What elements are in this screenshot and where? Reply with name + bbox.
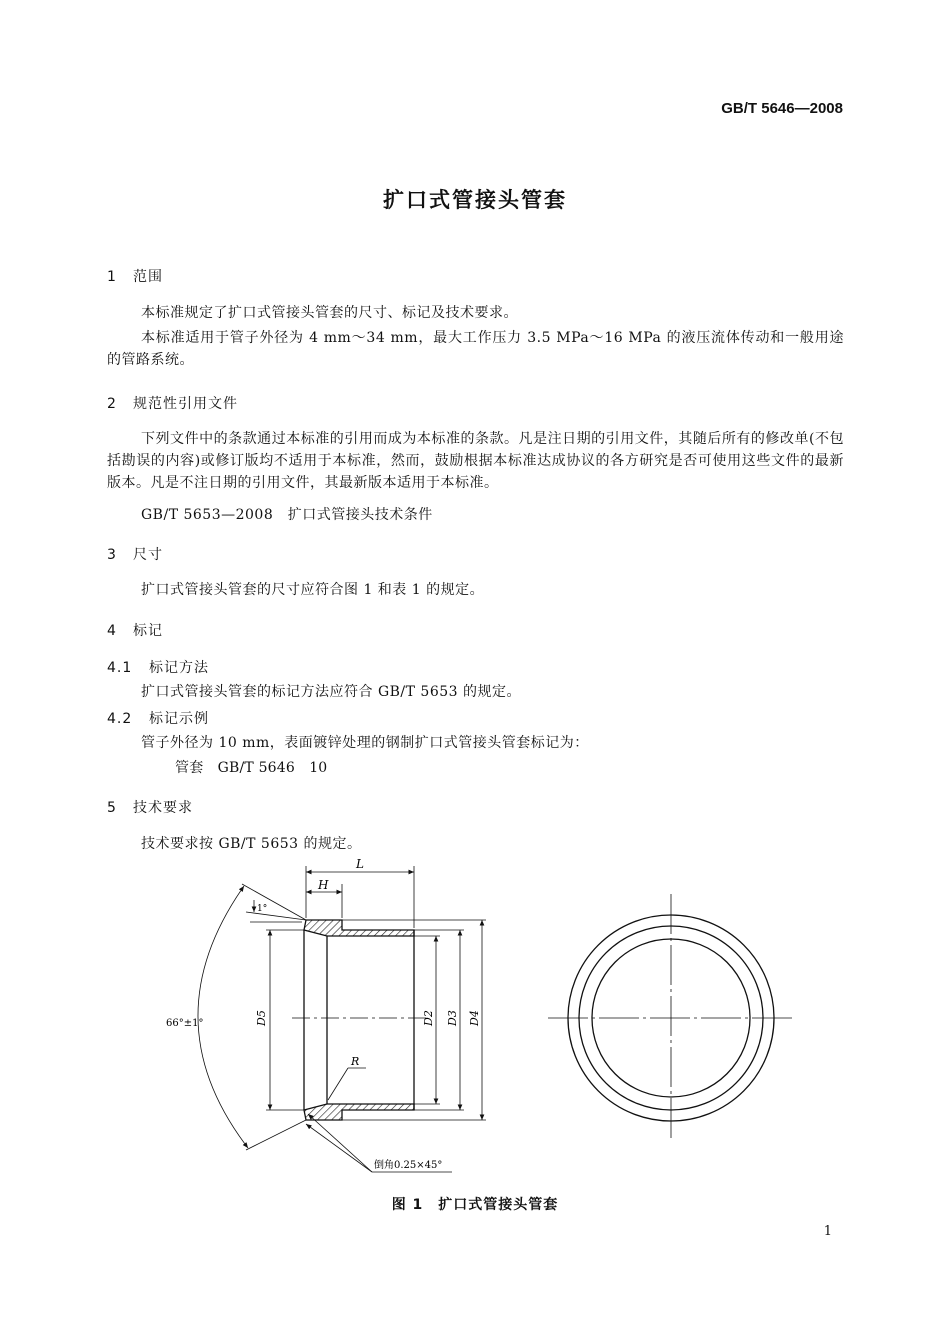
label-angle-small: 1° <box>257 904 268 914</box>
normative-reference: GB/T 5653—2008 扩口式管接头技术条件 <box>141 507 433 523</box>
label-H: H <box>318 878 329 892</box>
section-title: 范围 <box>133 269 163 285</box>
side-view-section <box>304 920 414 1120</box>
section-1-paragraph-1: 本标准规定了扩口式管接头管套的尺寸、标记及技术要求。 <box>141 305 518 321</box>
section-5-paragraph-1: 技术要求按 GB/T 5653 的规定。 <box>141 836 362 852</box>
section-4-2-paragraph: 管子外径为 10 mm，表面镀锌处理的钢制扩口式管接头管套标记为： <box>141 735 589 751</box>
section-title: 标记 <box>133 623 163 639</box>
section-number: 4 <box>107 623 117 639</box>
section-4-1-heading <box>107 657 209 677</box>
angle-arc <box>198 886 248 1148</box>
section-title: 尺寸 <box>133 547 163 563</box>
label-chamfer: 倒角0.25×45° <box>374 1160 443 1171</box>
page-title: 扩口式管接头管套 <box>383 188 567 212</box>
label-angle-big: 66°±1° <box>166 1018 204 1029</box>
section-2-paragraph-1: 下列文件中的条款通过本标准的引用而成为本标准的条款。凡是注日期的引用文件，其随后所有的修改单(不包括勘误的内容)或修订版均不适用于本标准，然而，鼓励根据本标准达成协议的各方研究是否可使用这些文件的最新版本。凡是不注日期的引用文件，其最新版本适用于本标准。 <box>107 431 844 491</box>
section-number: 4.2 <box>107 711 133 727</box>
section-3-heading <box>107 544 163 564</box>
label-D2: D2 <box>422 1010 435 1026</box>
section-number: 1 <box>107 269 117 285</box>
top-wall-section <box>304 920 414 936</box>
section-number: 2 <box>107 396 117 412</box>
standard-number: GB/T 5646—2008 <box>721 100 843 117</box>
page-number: 1 <box>823 1224 832 1239</box>
section-title: 规范性引用文件 <box>133 396 238 412</box>
section-1-paragraph-2: 本标准适用于管子外径为 4 mm～34 mm，最大工作压力 3.5 MPa～16 MPa 的液压流体传动和一般用途的管路系统。 <box>107 330 844 368</box>
bottom-wall-section <box>304 1104 414 1120</box>
label-D3: D3 <box>446 1010 459 1026</box>
section-4-heading <box>107 620 163 640</box>
label-R: R <box>351 1055 360 1068</box>
section-title: 技术要求 <box>133 800 193 816</box>
section-5-heading <box>107 797 193 817</box>
figure-1-drawing <box>0 850 950 1190</box>
section-3-paragraph-1: 扩口式管接头管套的尺寸应符合图 1 和表 1 的规定。 <box>141 582 485 598</box>
label-D5: D5 <box>255 1010 268 1026</box>
section-number: 5 <box>107 800 117 816</box>
section-title: 标记方法 <box>149 660 209 676</box>
section-number: 3 <box>107 547 117 563</box>
section-title: 标记示例 <box>149 711 209 727</box>
section-1-heading <box>107 266 163 286</box>
section-4-1-paragraph: 扩口式管接头管套的标记方法应符合 GB/T 5653 的规定。 <box>141 684 522 700</box>
figure-caption: 图 1 扩口式管接头管套 <box>391 1197 559 1213</box>
section-number: 4.1 <box>107 660 133 676</box>
section-4-2-heading <box>107 708 209 728</box>
section-2-heading <box>107 393 238 413</box>
label-D4: D4 <box>468 1010 481 1026</box>
label-L: L <box>356 857 364 871</box>
marking-example: 管套 GB/T 5646 10 <box>175 760 328 776</box>
